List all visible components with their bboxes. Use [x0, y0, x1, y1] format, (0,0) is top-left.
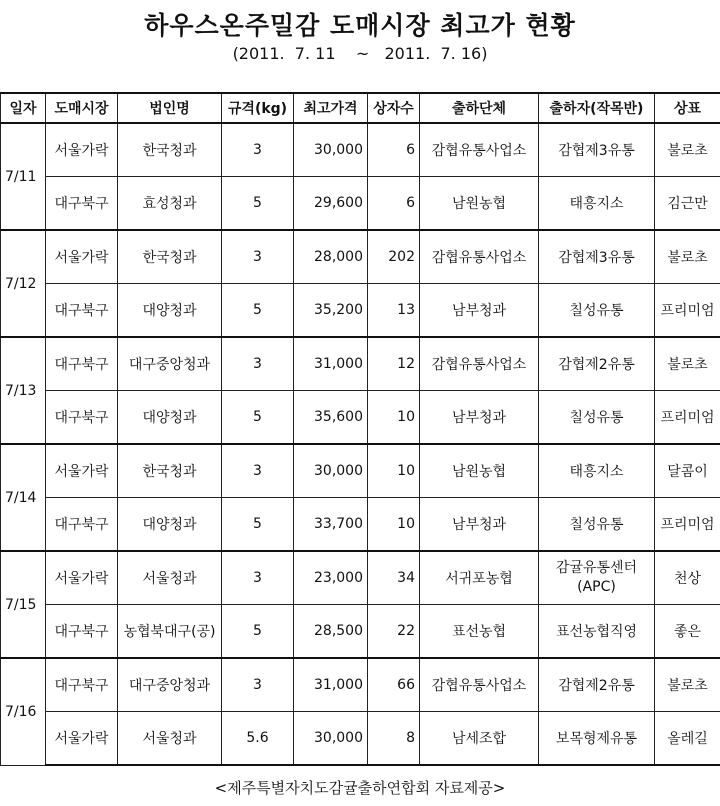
org-cell: 남세조합	[420, 712, 539, 766]
spec-cell: 3	[222, 444, 294, 498]
price-cell: 35,600	[294, 391, 368, 445]
market-cell: 대구북구	[46, 391, 118, 445]
boxes-cell: 66	[368, 658, 420, 712]
market-cell: 서울가락	[46, 123, 118, 177]
table-row	[1, 444, 720, 498]
table-row	[1, 605, 720, 659]
brand-cell: 좋은	[655, 605, 720, 659]
market-cell: 서울가락	[46, 712, 118, 766]
market-cell: 대구북구	[46, 498, 118, 552]
org-cell: 감협유통사업소	[420, 123, 539, 177]
col-header-org: 출하단체	[420, 93, 539, 123]
shipper-cell: 칠성유통	[539, 391, 655, 445]
corp-cell: 한국청과	[118, 123, 222, 177]
spec-cell: 3	[222, 230, 294, 284]
corp-cell: 대구중앙청과	[118, 658, 222, 712]
boxes-cell: 22	[368, 605, 420, 659]
date-cell: 7/16	[1, 658, 46, 765]
boxes-cell: 10	[368, 498, 420, 552]
boxes-cell: 202	[368, 230, 420, 284]
shipper-cell: 감협제3유통	[539, 123, 655, 177]
table-row	[1, 123, 720, 177]
corp-cell: 효성청과	[118, 177, 222, 231]
table-row	[1, 337, 720, 391]
org-cell: 남부청과	[420, 498, 539, 552]
price-cell: 28,500	[294, 605, 368, 659]
spec-cell: 3	[222, 337, 294, 391]
col-header-corp: 법인명	[118, 93, 222, 123]
shipper-cell: 칠성유통	[539, 498, 655, 552]
brand-cell: 불로초	[655, 123, 720, 177]
header-row	[1, 93, 720, 123]
price-cell: 30,000	[294, 444, 368, 498]
table-row	[1, 498, 720, 552]
brand-cell: 프리미엄	[655, 498, 720, 552]
corp-cell: 대양청과	[118, 284, 222, 338]
price-cell: 28,000	[294, 230, 368, 284]
price-cell: 30,000	[294, 123, 368, 177]
spec-cell: 3	[222, 123, 294, 177]
table-row	[1, 391, 720, 445]
boxes-cell: 10	[368, 391, 420, 445]
shipper-cell: 감협제2유통	[539, 658, 655, 712]
spec-cell: 3	[222, 658, 294, 712]
shipper-cell: 표선농협직영	[539, 605, 655, 659]
corp-cell: 대양청과	[118, 391, 222, 445]
brand-cell: 불로초	[655, 337, 720, 391]
table-row	[1, 230, 720, 284]
shipper-cell: 태흥지소	[539, 444, 655, 498]
org-cell: 남원농협	[420, 444, 539, 498]
spec-cell: 5	[222, 284, 294, 338]
boxes-cell: 6	[368, 177, 420, 231]
col-header-shipper: 출하자(작목반)	[539, 93, 655, 123]
spec-cell: 5	[222, 391, 294, 445]
spec-cell: 5	[222, 177, 294, 231]
col-header-boxes: 상자수	[368, 93, 420, 123]
boxes-cell: 34	[368, 551, 420, 605]
col-header-date: 일자	[1, 93, 46, 123]
spec-cell: 5	[222, 605, 294, 659]
col-header-spec: 규격(kg)	[222, 93, 294, 123]
boxes-cell: 6	[368, 123, 420, 177]
org-cell: 표선농협	[420, 605, 539, 659]
date-cell: 7/12	[1, 230, 46, 337]
date-cell: 7/11	[1, 123, 46, 230]
shipper-cell: 태흥지소	[539, 177, 655, 231]
brand-cell: 불로초	[655, 658, 720, 712]
price-cell: 30,000	[294, 712, 368, 766]
market-cell: 대구북구	[46, 177, 118, 231]
price-cell: 33,700	[294, 498, 368, 552]
date-cell: 7/15	[1, 551, 46, 658]
org-cell: 남부청과	[420, 284, 539, 338]
brand-cell: 올레길	[655, 712, 720, 766]
shipper-cell: 감귤유통센터 (APC)	[539, 551, 655, 605]
boxes-cell: 12	[368, 337, 420, 391]
shipper-cell: 보목형제유통	[539, 712, 655, 766]
org-cell: 감협유통사업소	[420, 337, 539, 391]
corp-cell: 대구중앙청과	[118, 337, 222, 391]
boxes-cell: 8	[368, 712, 420, 766]
report-period: (2011. 7. 11 ~ 2011. 7. 16)	[232, 44, 488, 63]
corp-cell: 서울청과	[118, 551, 222, 605]
market-cell: 대구북구	[46, 337, 118, 391]
market-cell: 대구북구	[46, 284, 118, 338]
page-title: 하우스온주밀감 도매시장 최고가 현황	[144, 11, 576, 40]
corp-cell: 농협북대구(공)	[118, 605, 222, 659]
market-cell: 대구북구	[46, 658, 118, 712]
shipper-cell: 감협제2유통	[539, 337, 655, 391]
boxes-cell: 13	[368, 284, 420, 338]
brand-cell: 불로초	[655, 230, 720, 284]
corp-cell: 한국청과	[118, 230, 222, 284]
market-cell: 서울가락	[46, 444, 118, 498]
table-row	[1, 658, 720, 712]
source-footnote: <제주특별자치도감귤출하연합회 자료제공>	[214, 779, 506, 797]
spec-cell: 5.6	[222, 712, 294, 766]
table-row	[1, 551, 720, 605]
table-row	[1, 177, 720, 231]
table-body	[1, 123, 720, 765]
price-cell: 23,000	[294, 551, 368, 605]
spec-cell: 3	[222, 551, 294, 605]
price-cell: 35,200	[294, 284, 368, 338]
date-cell: 7/14	[1, 444, 46, 551]
brand-cell: 김근만	[655, 177, 720, 231]
market-cell: 대구북구	[46, 605, 118, 659]
table-row	[1, 712, 720, 766]
brand-cell: 프리미엄	[655, 391, 720, 445]
spec-cell: 5	[222, 498, 294, 552]
price-cell: 29,600	[294, 177, 368, 231]
table-row	[1, 284, 720, 338]
price-cell: 31,000	[294, 337, 368, 391]
boxes-cell: 10	[368, 444, 420, 498]
org-cell: 감협유통사업소	[420, 230, 539, 284]
col-header-market: 도매시장	[46, 93, 118, 123]
shipper-cell: 칠성유통	[539, 284, 655, 338]
shipper-cell: 감협제3유통	[539, 230, 655, 284]
market-cell: 서울가락	[46, 551, 118, 605]
brand-cell: 달콤이	[655, 444, 720, 498]
brand-cell: 천상	[655, 551, 720, 605]
corp-cell: 서울청과	[118, 712, 222, 766]
market-cell: 서울가락	[46, 230, 118, 284]
org-cell: 남원농협	[420, 177, 539, 231]
date-cell: 7/13	[1, 337, 46, 444]
col-header-brand: 상표	[655, 93, 720, 123]
brand-cell: 프리미엄	[655, 284, 720, 338]
col-header-price: 최고가격	[294, 93, 368, 123]
org-cell: 감협유통사업소	[420, 658, 539, 712]
corp-cell: 대양청과	[118, 498, 222, 552]
org-cell: 남부청과	[420, 391, 539, 445]
price-table	[0, 92, 720, 766]
price-cell: 31,000	[294, 658, 368, 712]
corp-cell: 한국청과	[118, 444, 222, 498]
org-cell: 서귀포농협	[420, 551, 539, 605]
